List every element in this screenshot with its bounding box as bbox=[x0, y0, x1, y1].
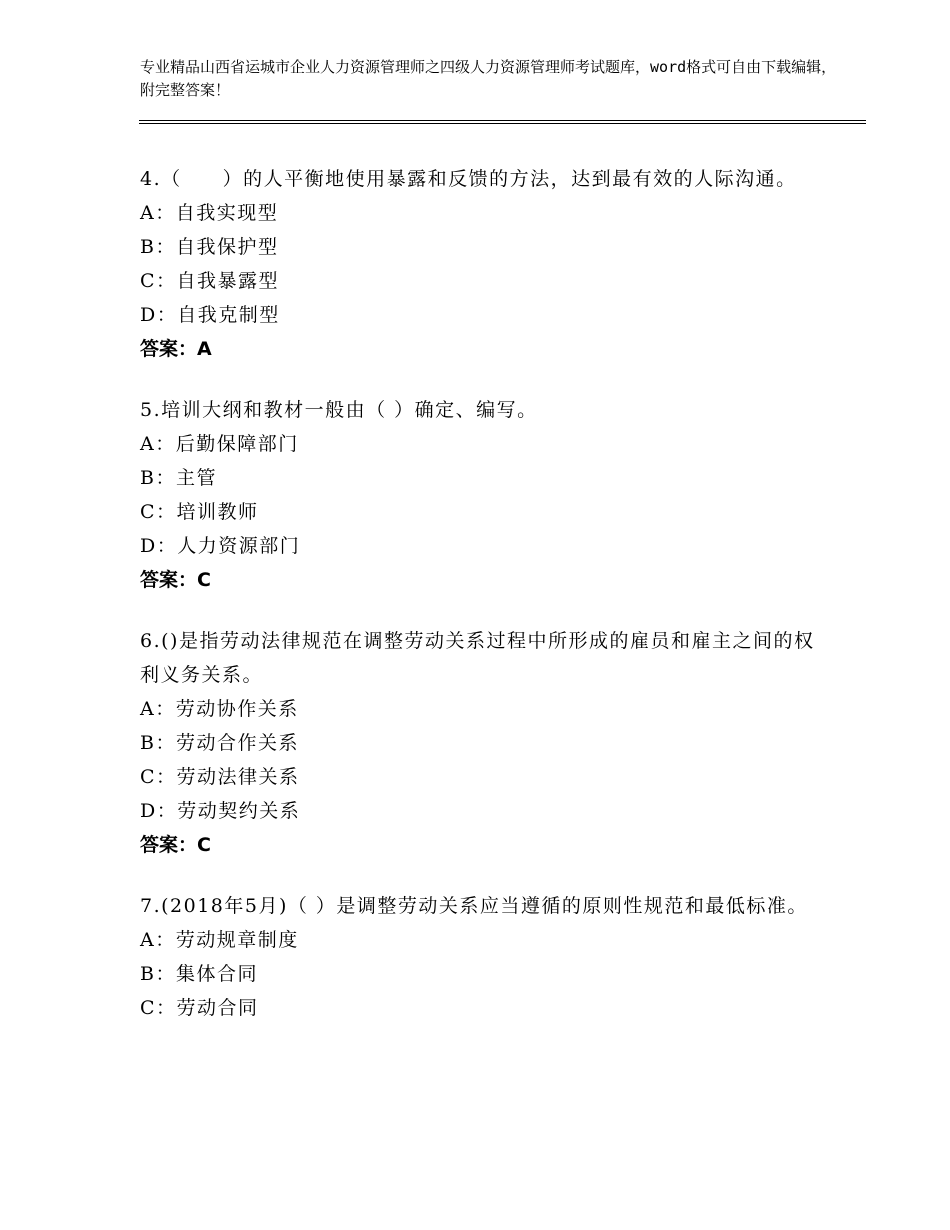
question-stem: 4.（ ）的人平衡地使用暴露和反馈的方法，达到最有效的人际沟通。 bbox=[140, 168, 797, 190]
question-6 bbox=[140, 624, 820, 862]
option-d: D：自我克制型 bbox=[140, 304, 280, 326]
option-b: B：主管 bbox=[140, 467, 217, 489]
option-b: B：自我保护型 bbox=[140, 236, 279, 258]
answer-line: 答案：C bbox=[140, 569, 211, 591]
option-a: A：后勤保障部门 bbox=[140, 433, 299, 455]
option-c: C：培训教师 bbox=[140, 501, 259, 523]
question-7 bbox=[140, 889, 820, 1025]
option-a: A：劳动协作关系 bbox=[140, 698, 299, 720]
answer-line: 答案：C bbox=[140, 834, 211, 856]
option-d: D：人力资源部门 bbox=[140, 535, 301, 557]
document-header bbox=[140, 56, 840, 102]
answer-line: 答案：A bbox=[140, 338, 212, 360]
option-b: B：集体合同 bbox=[140, 963, 258, 985]
header-text: 专业精品山西省运城市企业人力资源管理师之四级人力资源管理师考试题库，word格式可自由下载编辑，附完整答案！ bbox=[140, 58, 837, 99]
question-list bbox=[140, 162, 820, 1052]
option-a: A：劳动规章制度 bbox=[140, 929, 299, 951]
question-5 bbox=[140, 393, 820, 597]
question-stem: 7.(2018年5月)（ ）是调整劳动关系应当遵循的原则性规范和最低标准。 bbox=[140, 895, 808, 917]
option-c: C：自我暴露型 bbox=[140, 270, 280, 292]
option-d: D：劳动契约关系 bbox=[140, 800, 301, 822]
option-b: B：劳动合作关系 bbox=[140, 732, 299, 754]
question-stem: 6.()是指劳动法律规范在调整劳动关系过程中所形成的雇员和雇主之间的权利义务关系。 bbox=[140, 630, 815, 686]
question-stem: 5.培训大纲和教材一般由（ ）确定、编写。 bbox=[140, 399, 538, 421]
option-c: C：劳动合同 bbox=[140, 997, 259, 1019]
option-c: C：劳动法律关系 bbox=[140, 766, 300, 788]
question-4 bbox=[140, 162, 820, 366]
option-a: A：自我实现型 bbox=[140, 202, 279, 224]
header-divider bbox=[139, 120, 866, 124]
